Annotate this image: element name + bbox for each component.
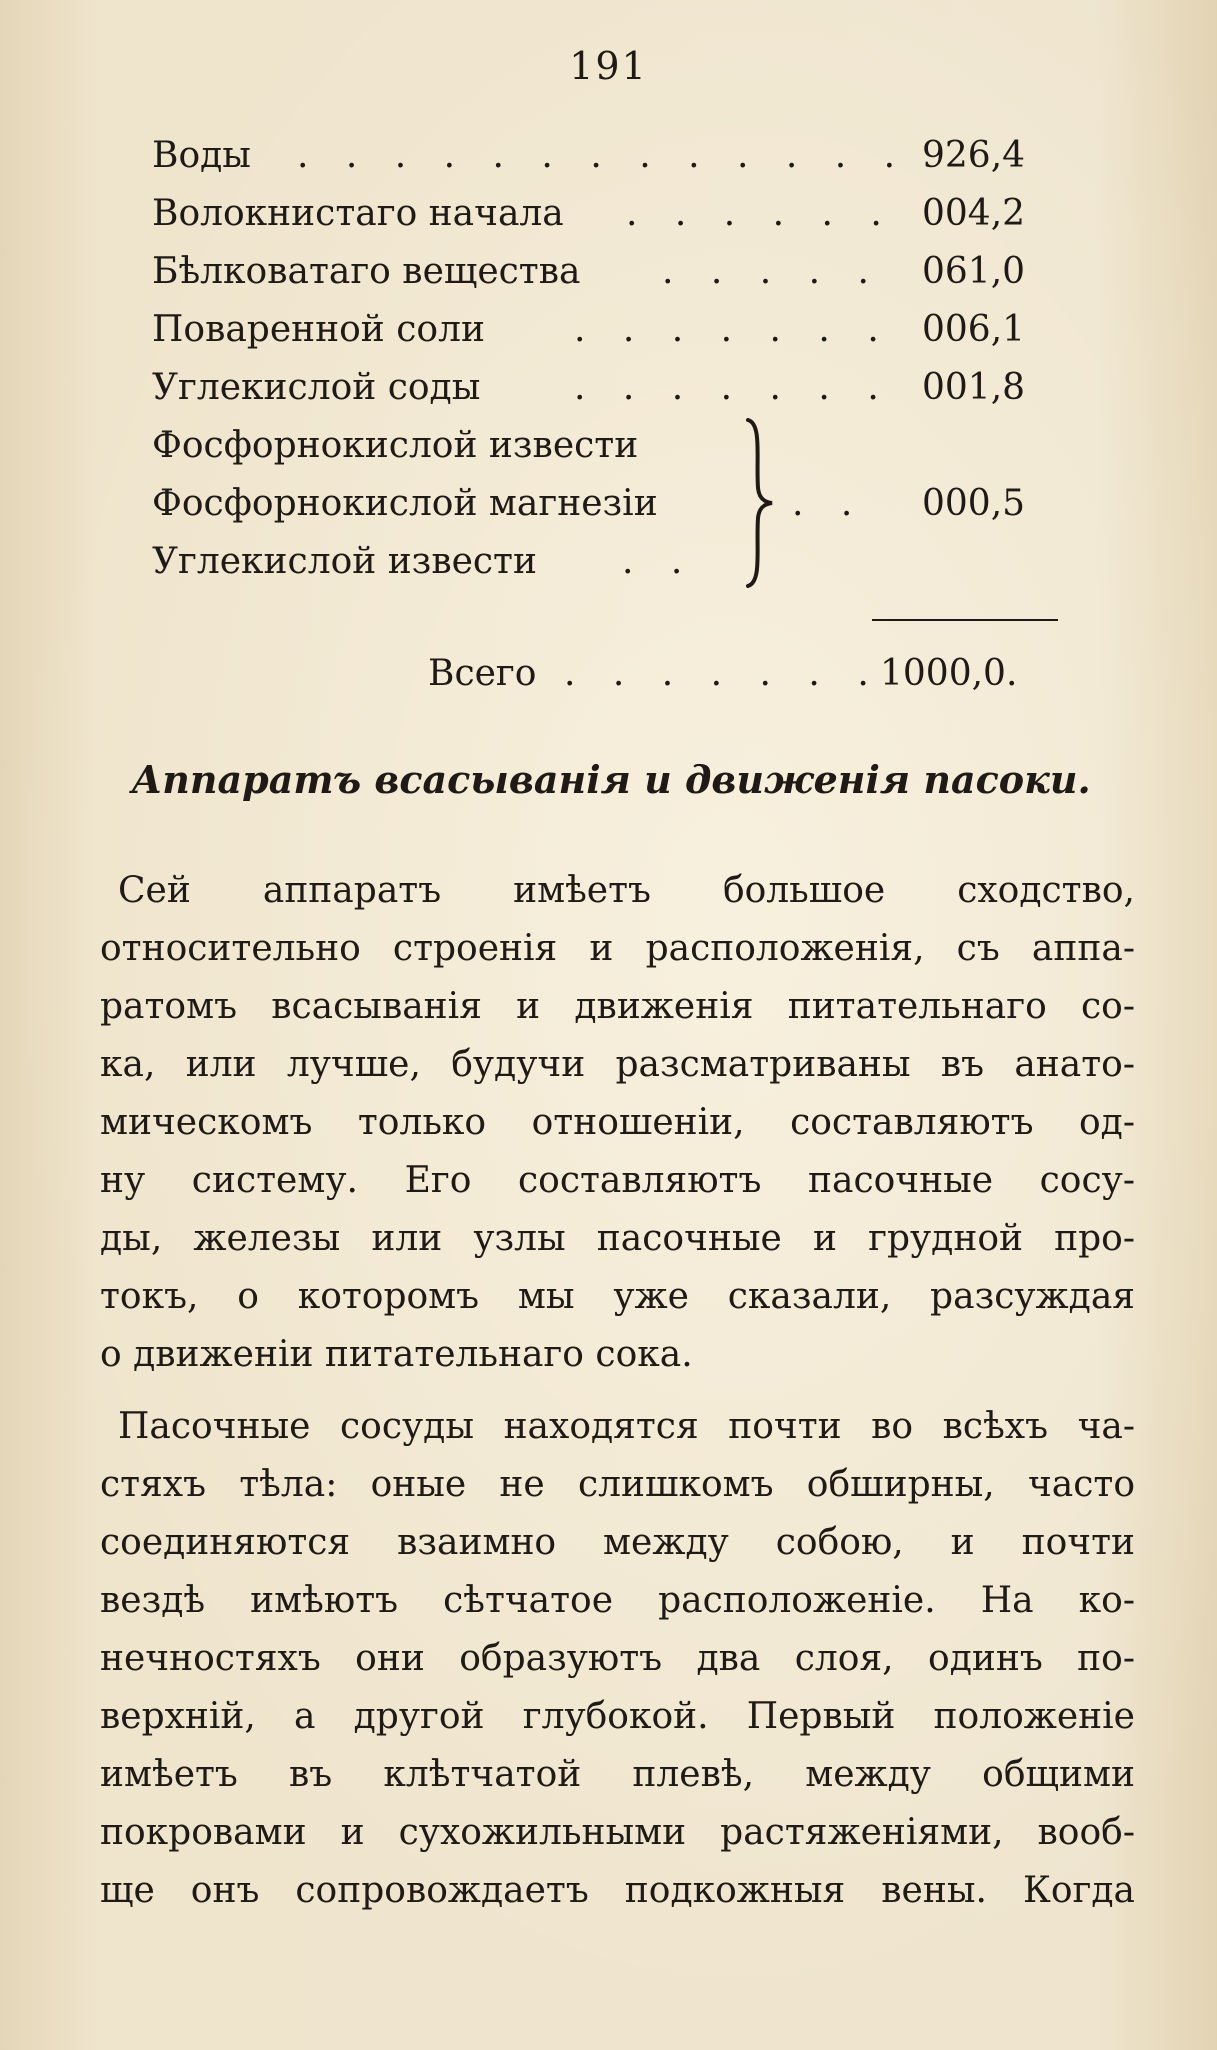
table-row xyxy=(152,246,1032,298)
row-value: 000,5 xyxy=(922,483,1026,524)
row-label: Фосфорнокислой извести xyxy=(152,425,639,466)
text-line: о движеніи питательнаго сока. xyxy=(100,1334,693,1375)
section-heading: Аппаратъ всасыванія и движенія пасоки. xyxy=(131,757,1091,802)
text-line: относительно строенія и расположенія, съ аппа- xyxy=(100,928,1135,969)
row-value: 004,2 xyxy=(922,193,1026,234)
text-line: мическомъ только отношеніи, составляютъ од- xyxy=(100,1102,1135,1143)
row-label: Углекислой соды xyxy=(152,367,481,408)
text-line: ще онъ сопровождаетъ подкожныя вены. Когда xyxy=(100,1870,1135,1911)
text-line: ка, или лучше, будучи разсматриваны въ анато- xyxy=(100,1044,1135,1085)
table-row-group-item xyxy=(152,478,1032,530)
sum-rule xyxy=(872,619,1058,621)
row-value: 061,0 xyxy=(922,251,1026,292)
text-line: ратомъ всасыванія и движенія питательнаго со- xyxy=(100,986,1135,1027)
leader-dots: . . xyxy=(622,541,696,582)
row-label: Волокнистаго начала xyxy=(152,193,564,234)
text-line: ну систему. Его составляютъ пасочные сосу- xyxy=(100,1160,1135,1201)
row-label: Углекислой извести xyxy=(152,541,537,582)
text-line: Пасочные сосуды находятся почти во всѣхъ ча- xyxy=(118,1406,1135,1447)
table-row xyxy=(152,188,1032,240)
row-value: 001,8 xyxy=(922,367,1026,408)
text-line: Сей аппаратъ имѣетъ большое сходство, xyxy=(118,870,1135,911)
leader-dots: . . . . . . xyxy=(626,193,895,234)
row-label: Бѣлковатаго вещества xyxy=(152,251,581,292)
text-line: вездѣ имѣютъ сѣтчатое расположеніе. На ко- xyxy=(100,1580,1135,1621)
row-value: 926,4 xyxy=(922,135,1026,176)
leader-dots: . . . . . xyxy=(662,251,882,292)
table-row-group-item xyxy=(152,420,1032,472)
text-line: имѣетъ въ клѣтчатой плевѣ, между общими xyxy=(100,1754,1135,1795)
text-line: соединяются взаимно между собою, и почти xyxy=(100,1522,1135,1563)
table-row xyxy=(152,304,1032,356)
leader-dots: . . . . . . . xyxy=(574,309,892,350)
curly-brace-icon xyxy=(740,418,780,588)
leader-dots: . . xyxy=(792,483,866,524)
leader-dots: . . . . . . . xyxy=(574,367,892,408)
leader-dots: . . . . . . . . . . . . . xyxy=(297,135,909,176)
total-value: 1000,0. xyxy=(880,653,1018,694)
leader-dots: . . . . . . . xyxy=(564,653,882,694)
table-row xyxy=(152,362,1032,414)
page-number: 191 xyxy=(569,44,648,88)
text-line: стяхъ тѣла: оные не слишкомъ обширны, часто xyxy=(100,1464,1135,1505)
total-label: Всего xyxy=(428,653,537,694)
text-line: токъ, о которомъ мы уже сказали, разсуждая xyxy=(100,1276,1135,1317)
text-line: ды, железы или узлы пасочные и грудной про- xyxy=(100,1218,1135,1259)
table-total-row xyxy=(152,648,1032,700)
row-label: Поваренной соли xyxy=(152,309,485,350)
row-label: Фосфорнокислой магнезіи xyxy=(152,483,658,524)
text-line: верхній, а другой глубокой. Первый положеніе xyxy=(100,1696,1135,1737)
table-row xyxy=(152,130,1032,182)
text-line: нечностяхъ они образуютъ два слоя, одинъ по- xyxy=(100,1638,1135,1679)
row-value: 006,1 xyxy=(922,309,1026,350)
text-line: покровами и сухожильными растяженіями, вооб- xyxy=(100,1812,1135,1853)
table-row-group-item xyxy=(152,536,1032,588)
row-label: Воды xyxy=(152,135,251,176)
